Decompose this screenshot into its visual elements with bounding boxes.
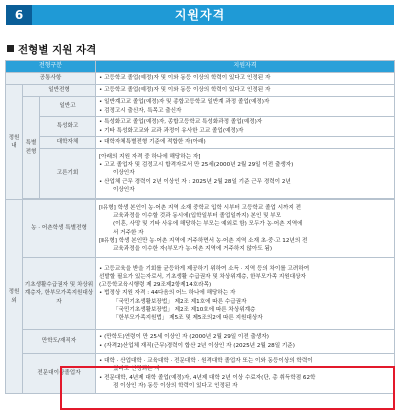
jeongwon-oe-label: 정원 외 <box>6 200 23 394</box>
header-eligibility: 지원자격 <box>96 61 395 73</box>
section-header <box>6 5 394 25</box>
special-label: 특별 전형 <box>23 97 40 199</box>
text-line: • 검정고시 출신자, 특목고 출신자 <box>99 107 182 114</box>
text-line: • 고등교육을 받을 기회를 균등하게 제공하기 위하여 소득 · 지역 등의 차이를 고려하여 <box>99 266 310 273</box>
row-common-label: 공통사항 <box>6 73 96 85</box>
text-line: [Ⅰ유형] 학생 본인이 농·어촌 지역 소재 중학교 입학 시부터 고등학교 졸업 시까지 전 <box>99 205 302 212</box>
section-number: 6 <box>6 5 32 25</box>
text-line: • 법정상 지원 자격 : 44다음의 어느 하나에 해당하는 자 <box>99 290 236 297</box>
text-line: [아래의 지원 자격 중 하나에 해당하는 자] <box>99 154 201 161</box>
row-age-text <box>96 330 395 354</box>
text-line: [Ⅱ유형] 학생 본인만 농·어촌 지역에 거주하면서 농·어촌 지역 소재 초·중·고 12년의 전 <box>99 237 308 244</box>
text-line: 교육과정을 이수한 자(부모가 농·어촌 지역에 거주하지 않아도 됨) <box>113 245 273 252</box>
row-common-text: • 고등학교 졸업(예정)자 및 이와 동등 이상의 학력이 있다고 인정된 자 <box>96 73 395 85</box>
text-line: 교육과정을 이수할 것과 동시에(입학일부터 졸업일까지) 본인 및 부모 <box>113 213 282 220</box>
subtitle <box>7 42 96 57</box>
text-line: 「국민기초생활보장법」 제2조 제1호에 따른 수급권자 <box>113 298 247 305</box>
row-age-label: 만학도/재직자 <box>23 330 96 354</box>
text-line: (고등학교육시행령 제 29조제2항제14호라목) <box>99 282 212 289</box>
row-basic-label: 기초생활수급권자 및 차상위계층자, 한부모가족지원대상자 <box>23 258 96 330</box>
text-line: (이혼, 사망 및 기타 사유에 해당하는 부모는 예외로 함) 모두가 농·어촌 지역에 <box>113 221 303 228</box>
row-graduate-label: 전문대이상졸업자 <box>23 354 96 394</box>
text-line: 이상인자 <box>113 186 135 193</box>
row-university-text: • 대학자체특별전형 기준에 적합한 자(아래) <box>96 137 395 149</box>
square-bullet-icon <box>7 45 14 52</box>
text-line: • 전문대학, 4년제 대학 졸업(예정)자, 4년제 대학 2년 이상 수료자(단, 총 취득학점 62학 <box>99 374 316 381</box>
text-line: 「한부모가족지원법」 제5조 및 제5조의2에 따른 지원대상자 <box>113 314 263 321</box>
row-ilbango-text <box>96 97 395 117</box>
row-ilbango-label: 일반고 <box>40 97 96 117</box>
row-goreu-text <box>96 149 395 199</box>
row-goreu-label: 고른기회 <box>40 149 96 199</box>
text-line: 선발할 필요가 있는자로서, 기초생활 수급권자 및 차상위계층, 한부모가족 지원대상자 <box>99 274 306 281</box>
jeongwon-nae-label: 정원 내 <box>6 85 23 200</box>
text-line: • 대학 · 산업대학 · 교육대학 · 전문대학 · 원격대학 졸업자 또는 이와 동등이상의 학력이 <box>99 358 313 365</box>
text-line: • 기타 특성화고교와 교과 과정이 유사한 고교 졸업(예정)자 <box>99 127 244 134</box>
row-farming-label: 농 · 어촌학생 특별전형 <box>23 200 96 258</box>
text-line: 있다고 인정되는 자 <box>113 366 160 373</box>
row-general-text: • 고등학교 졸업(예정)자 및 이와 동등 이상의 학력이 있다고 인정된 자 <box>96 85 395 97</box>
row-university-label: 대학자체 <box>40 137 96 149</box>
text-line: • 고교 졸업자 및 검정고시 합격자로서 만 25세(2000년 2월 29일 이전 출생자) <box>99 162 294 169</box>
row-teukseong-text <box>96 117 395 137</box>
text-line: 점 이상인 자) 동등 이상의 학력이 있다고 인정된 자 <box>113 382 238 389</box>
text-line: 이상인자 <box>113 170 135 177</box>
row-graduate-text <box>96 354 395 394</box>
text-line: • (만학도)연령이 만 25세 이상인 자 (2000년 2월 29일 이전 출생자) <box>99 334 269 341</box>
header-category: 전형구분 <box>6 61 96 73</box>
subtitle-text: 전형별 지원 자격 <box>18 44 97 56</box>
text-line: 서 거주한 자 <box>113 229 144 236</box>
row-general-label: 일반전형 <box>23 85 96 97</box>
text-line: 「국민기초생활보장법」 제2조 제10호에 따른 차상위계층 <box>113 306 256 313</box>
text-line: • 일반계고교 졸업(예정)자 및 종합고등학교 일반계 과정 졸업(예정)자 <box>99 99 270 106</box>
row-basic-text <box>96 258 395 330</box>
section-title: 지원자격 <box>174 8 226 22</box>
row-teukseong-label: 특성화고 <box>40 117 96 137</box>
text-line: • (자격2)산업체 재직(근무)경력이 합산 2년 이상인 자 (2025년 2월 28일 기준) <box>99 342 295 349</box>
text-line: • 산업체 근무 경력이 2년 이상인 자 : 2025년 2월 28일 기준 근무 경력이 2년 <box>99 178 291 185</box>
eligibility-table <box>5 60 395 394</box>
text-line: • 특성화고교 졸업(예정)자, 종합고등학교 특성화과정 졸업(예정)자 <box>99 119 263 126</box>
row-farming-text <box>96 200 395 258</box>
